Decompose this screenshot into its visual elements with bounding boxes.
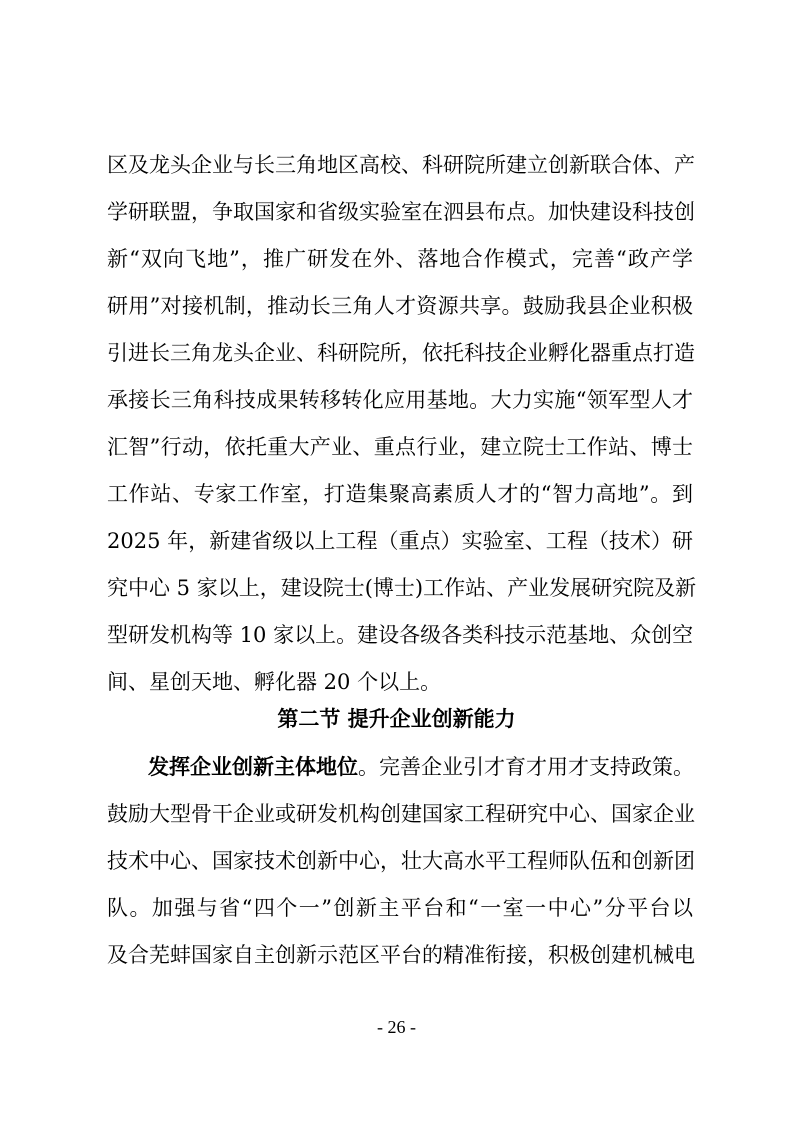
first-line-rest: 。完善企业引才育才用才支持政策。: [358, 755, 694, 779]
paragraph-line: 技术中心、国家技术创新中心，壮大高水平工程师队伍和创新团: [107, 849, 695, 873]
paragraph-line: 及合芜蚌国家自主创新示范区平台的精准衔接，积极创建机械电: [107, 943, 695, 967]
paragraph-line: 间、星创天地、孵化器 20 个以上。: [107, 670, 442, 694]
bold-lead-phrase: 发挥企业创新主体地位: [148, 755, 358, 779]
paragraph-line: 新“双向飞地”，推广研发在外、落地合作模式，完善“政产学: [107, 247, 693, 271]
paragraph-line: 研用”对接机制，推动长三角人才资源共享。鼓励我县企业积极: [107, 294, 693, 318]
paragraph-line: 工作站、专家工作室，打造集聚高素质人才的“智力高地”。到: [107, 482, 693, 506]
paragraph-line: 队。加强与省“四个一”创新主平台和“一室一中心”分平台以: [107, 896, 693, 920]
paragraph-line: 鼓励大型骨干企业或研发机构创建国家工程研究中心、国家企业: [107, 802, 695, 826]
paragraph-line: 承接长三角科技成果转移转化应用基地。大力实施“领军型人才: [107, 388, 693, 412]
paragraph-line: 汇智”行动，依托重大产业、重点行业，建立院士工作站、博士: [107, 435, 693, 459]
page-number: - 26 -: [377, 1017, 416, 1037]
paragraph-line: 区及龙头企业与长三角地区高校、科研院所建立创新联合体、产: [107, 153, 695, 177]
paragraph-line: 2025 年，新建省级以上工程（重点）实验室、工程（技术）研: [107, 529, 693, 553]
paragraph-line: 引进长三角龙头企业、科研院所，依托科技企业孵化器重点打造: [107, 341, 695, 365]
section-heading: 第二节 提升企业创新能力: [277, 707, 516, 731]
paragraph-line: 型研发机构等 10 家以上。建设各级各类科技示范基地、众创空: [107, 623, 694, 647]
paragraph-line: 学研联盟，争取国家和省级实验室在泗县布点。加快建设科技创: [107, 200, 695, 224]
paragraph-line: 究中心 5 家以上，建设院士(博士)工作站、产业发展研究院及新: [107, 576, 697, 600]
paragraph-first-line: [148, 752, 693, 782]
